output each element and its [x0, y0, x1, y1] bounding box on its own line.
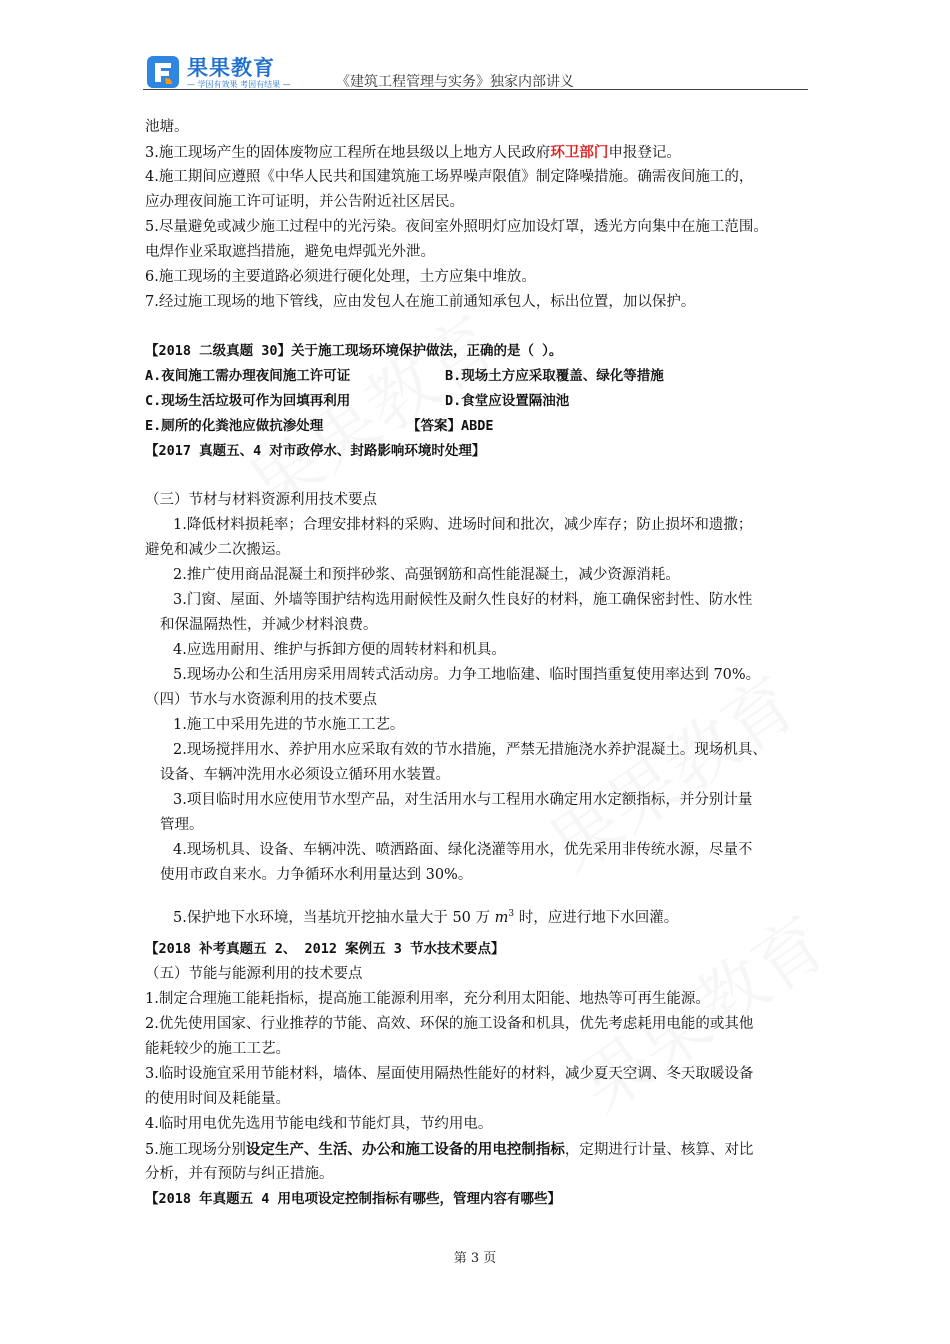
- text-line: 5.现场办公和生活用房采用周转式活动房。力争工地临建、临时围挡重复使用率达到 70%。: [173, 667, 761, 683]
- text-line: 分析，并有预防与纠正措施。: [145, 1166, 334, 1182]
- text-span: 申报登记。: [608, 145, 681, 161]
- question-options-row: [145, 364, 810, 389]
- text-line: [145, 140, 810, 165]
- section-heading: （三）节材与材料资源利用技术要点: [145, 492, 377, 508]
- text-span: 5.施工现场分别: [145, 1142, 246, 1158]
- document-body: [145, 115, 810, 1212]
- option-d: D.食堂应设置隔油池: [445, 393, 570, 409]
- text-line: 6.施工现场的主要道路必须进行硬化处理，土方应集中堆放。: [145, 269, 536, 285]
- text-line: 和保温隔热性，并减少材料浪费。: [160, 617, 378, 633]
- text-line: 3.临时设施宜采用节能材料，墙体、屋面使用隔热性能好的材料，减少夏天空调、冬天取暖设备: [145, 1066, 754, 1082]
- text-line: 能耗较少的施工工艺。: [145, 1041, 290, 1057]
- text-line: 2.优先使用国家、行业推荐的节能、高效、环保的施工设备和机具，优先考虑耗用电能的或其他: [145, 1016, 754, 1032]
- section-heading: （四）节水与水资源利用的技术要点: [145, 692, 377, 708]
- exam-note: 【2018 补考真题五 2、 2012 案例五 3 节水技术要点】: [145, 941, 505, 957]
- text-line: 池塘。: [145, 119, 189, 135]
- exam-note: 【2017 真题五、4 对市政停水、封路影响环境时处理】: [145, 443, 486, 459]
- text-line: [145, 1137, 810, 1162]
- text-span: ，定期进行计量、核算、对比: [564, 1142, 754, 1158]
- text-line: 2.推广使用商品混凝土和预拌砂浆、高强钢筋和高性能混凝土，减少资源消耗。: [173, 567, 680, 583]
- text-line: 2.现场搅拌用水、养护用水应采取有效的节水措施，严禁无措施浇水养护混凝土。现场机具、: [173, 742, 767, 758]
- text-line: 管理。: [160, 817, 204, 833]
- text-line: 4.应选用耐用、维护与拆卸方便的周转材料和机具。: [173, 642, 506, 658]
- option-c: C.现场生活垃圾可作为回填再利用: [145, 393, 351, 409]
- text-span: 3.施工现场产生的固体废物应工程所在地县级以上地方人民政府: [145, 145, 551, 161]
- unit-symbol: m: [494, 909, 509, 926]
- unit-exponent: 3: [508, 909, 515, 919]
- text-line: 4.施工期间应遵照《中华人民共和国建筑施工场界噪声限值》制定降噪措施。确需夜间施工的，: [145, 169, 754, 185]
- text-line: 设备、车辆冲洗用水必须设立循环用水装置。: [160, 767, 450, 783]
- text-line: 应办理夜间施工许可证明，并公告附近社区居民。: [145, 194, 464, 210]
- text-line: 4.现场机具、设备、车辆冲洗、喷洒路面、绿化浇灌等用水，优先采用非传统水源，尽量不: [173, 842, 753, 858]
- text-span: 5.保护地下水环境，当基坑开挖抽水量大于 50 万: [173, 909, 495, 926]
- page-number: 第 3 页: [453, 1251, 497, 1266]
- text-line: 1.降低材料损耗率；合理安排材料的采购、进场时间和批次，减少库存；防止损坏和遗撒；: [173, 517, 753, 533]
- option-a: A.夜间施工需办理夜间施工许可证: [145, 368, 351, 384]
- question-options-row: [145, 389, 810, 414]
- document-title: 《建筑工程管理与实务》独家内部讲义: [336, 74, 574, 90]
- text-line: 4.临时用电优先选用节能电线和节能灯具，节约用电。: [145, 1116, 493, 1132]
- highlight-text: 环卫部门: [550, 144, 609, 161]
- exam-note: 【2018 年真题五 4 用电项设定控制指标有哪些，管理内容有哪些】: [145, 1191, 562, 1207]
- logo-icon: [145, 54, 181, 90]
- text-line: 5.尽量避免或减少施工过程中的光污染。夜间室外照明灯应加设灯罩，透光方向集中在施工范围。: [145, 219, 768, 235]
- text-line: [145, 902, 810, 927]
- header-divider: [143, 89, 808, 90]
- option-b: B.现场土方应采取覆盖、绿化等措施: [445, 368, 664, 384]
- logo-slogan: — 学因有效果 考因有结果 —: [187, 80, 291, 89]
- answer: 【答案】ABDE: [407, 418, 494, 434]
- text-line: 避免和减少二次搬运。: [145, 542, 290, 558]
- question-options-row: [145, 414, 810, 439]
- text-line: 3.门窗、屋面、外墙等围护结构选用耐候性及耐久性良好的材料，施工确保密封性、防水性: [173, 592, 753, 608]
- logo-name: 果果教育: [187, 56, 275, 80]
- text-line: 7.经过施工现场的地下管线，应由发包人在施工前通知承包人，标出位置，加以保护。: [145, 294, 696, 310]
- question-title: 【2018 二级真题 30】关于施工现场环境保护做法，正确的是（ ）。: [145, 343, 563, 359]
- text-line: 1.施工中采用先进的节水施工工艺。: [173, 717, 405, 733]
- page-header: [143, 48, 808, 90]
- text-span: 时，应进行地下水回灌。: [514, 909, 679, 926]
- text-line: 的使用时间及耗能量。: [145, 1091, 290, 1107]
- text-line: 3.项目临时用水应使用节水型产品，对生活用水与工程用水确定用水定额指标，并分别计量: [173, 792, 753, 808]
- section-heading: （五）节能与能源利用的技术要点: [145, 966, 363, 982]
- text-line: 1.制定合理施工能耗指标，提高施工能源利用率，充分利用太阳能、地热等可再生能源。: [145, 991, 710, 1007]
- text-line: 电焊作业采取遮挡措施，避免电焊弧光外泄。: [145, 244, 435, 260]
- bold-text: 设定生产、生活、办公和施工设备的用电控制指标: [245, 1141, 565, 1158]
- text-line: 使用市政自来水。力争循环水利用量达到 30%。: [160, 867, 473, 883]
- option-e: E.厕所的化粪池应做抗渗处理: [145, 418, 324, 434]
